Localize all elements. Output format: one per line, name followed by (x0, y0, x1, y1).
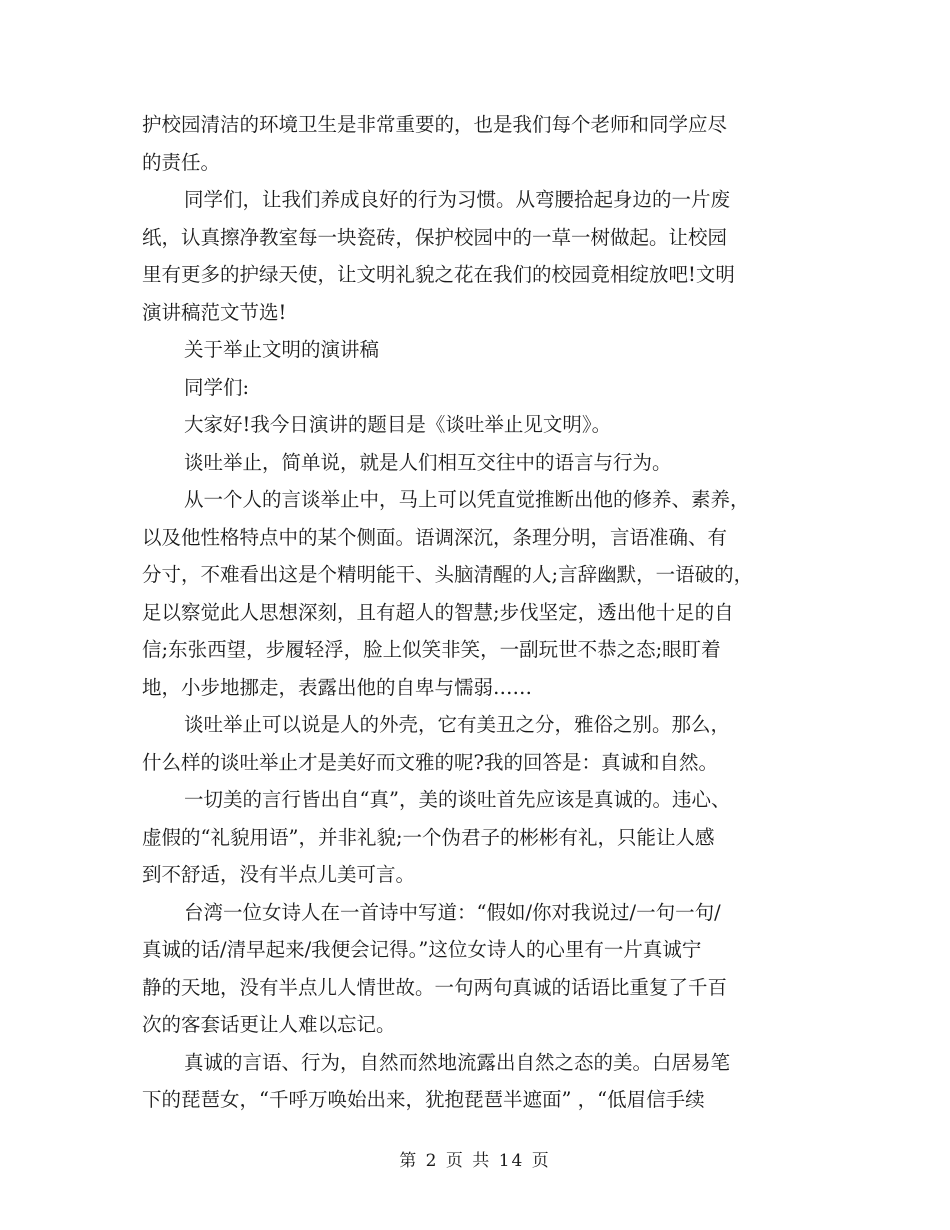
text-line: 的责任。 (142, 150, 221, 174)
text-line: 纸，认真擦净教室每一块瓷砖，保护校园中的一草一树做起。让校园 (142, 225, 728, 249)
text-line: 谈吐举止，简单说，就是人们相互交往中的语言与行为。 (184, 450, 672, 474)
text-line: 演讲稿范文节选! (142, 300, 287, 324)
text-line: 地，小步地挪走，表露出他的自卑与懦弱…… (142, 675, 533, 699)
text-line: 同学们，让我们养成良好的行为习惯。从弯腰拾起身边的一片废 (184, 188, 731, 211)
page-number-footer: 第 2 页 共 14 页 (399, 1151, 551, 1171)
text-line: 护校园清洁的环境卫生是非常重要的，也是我们每个老师和同学应尽 (142, 113, 728, 136)
text-line: 虚假的“礼貌用语”，并非礼貌;一个伪君子的彬彬有礼，只能让人感 (142, 825, 715, 849)
text-line: 一切美的言行皆出自“真”，美的谈吐首先应该是真诚的。违心、 (184, 788, 731, 811)
text-line: 从一个人的言谈举止中，马上可以凭直觉推断出他的修养、素养， (184, 488, 750, 511)
text-line: 信;东张西望，步履轻浮，脸上似笑非笑，一副玩世不恭之态;眼盯着 (142, 638, 721, 661)
text-line: 到不舒适，没有半点儿美可言。 (142, 863, 416, 886)
text-line: 下的琵琶女，“千呼万唤始出来，犹抱琵琶半遮面” ，“低眉信手续 (142, 1088, 705, 1111)
text-line: 分寸，不难看出这是个精明能干、头脑清醒的人;言辞幽默，一语破的， (142, 563, 754, 586)
document-body (142, 106, 810, 1119)
text-line: 大家好!我今日演讲的题目是《谈吐举止见文明》。 (184, 413, 612, 436)
text-line: 足以察觉此人思想深刻，且有超人的智慧;步伐坚定，透出他十足的自 (142, 600, 734, 624)
text-line: 次的客套话更让人难以忘记。 (142, 1013, 396, 1036)
text-line: 台湾一位女诗人在一首诗中写道：“假如/你对我说过/一句一句/ (184, 900, 721, 924)
text-line: 真诚的话/清早起来/我便会记得。”这位女诗人的心里有一片真诚宁 (142, 938, 702, 961)
section-heading: 关于举止文明的演讲稿 (184, 338, 380, 361)
text-line: 里有更多的护绿天使，让文明礼貌之花在我们的校园竟相绽放吧!文明 (142, 263, 735, 286)
salutation: 同学们: (184, 375, 250, 399)
text-line: 什么样的谈吐举止才是美好而文雅的呢?我的回答是：真诚和自然。 (142, 750, 718, 774)
text-line: 真诚的言语、行为，自然而然地流露出自然之态的美。白居易笔 (184, 1050, 731, 1074)
text-line: 谈吐举止可以说是人的外壳，它有美丑之分，雅俗之别。那么， (184, 713, 731, 736)
text-line: 以及他性格特点中的某个侧面。语调深沉，条理分明，言语准确、有 (142, 525, 728, 549)
text-line: 静的天地，没有半点儿人情世故。一句两句真诚的话语比重复了千百 (142, 975, 728, 999)
